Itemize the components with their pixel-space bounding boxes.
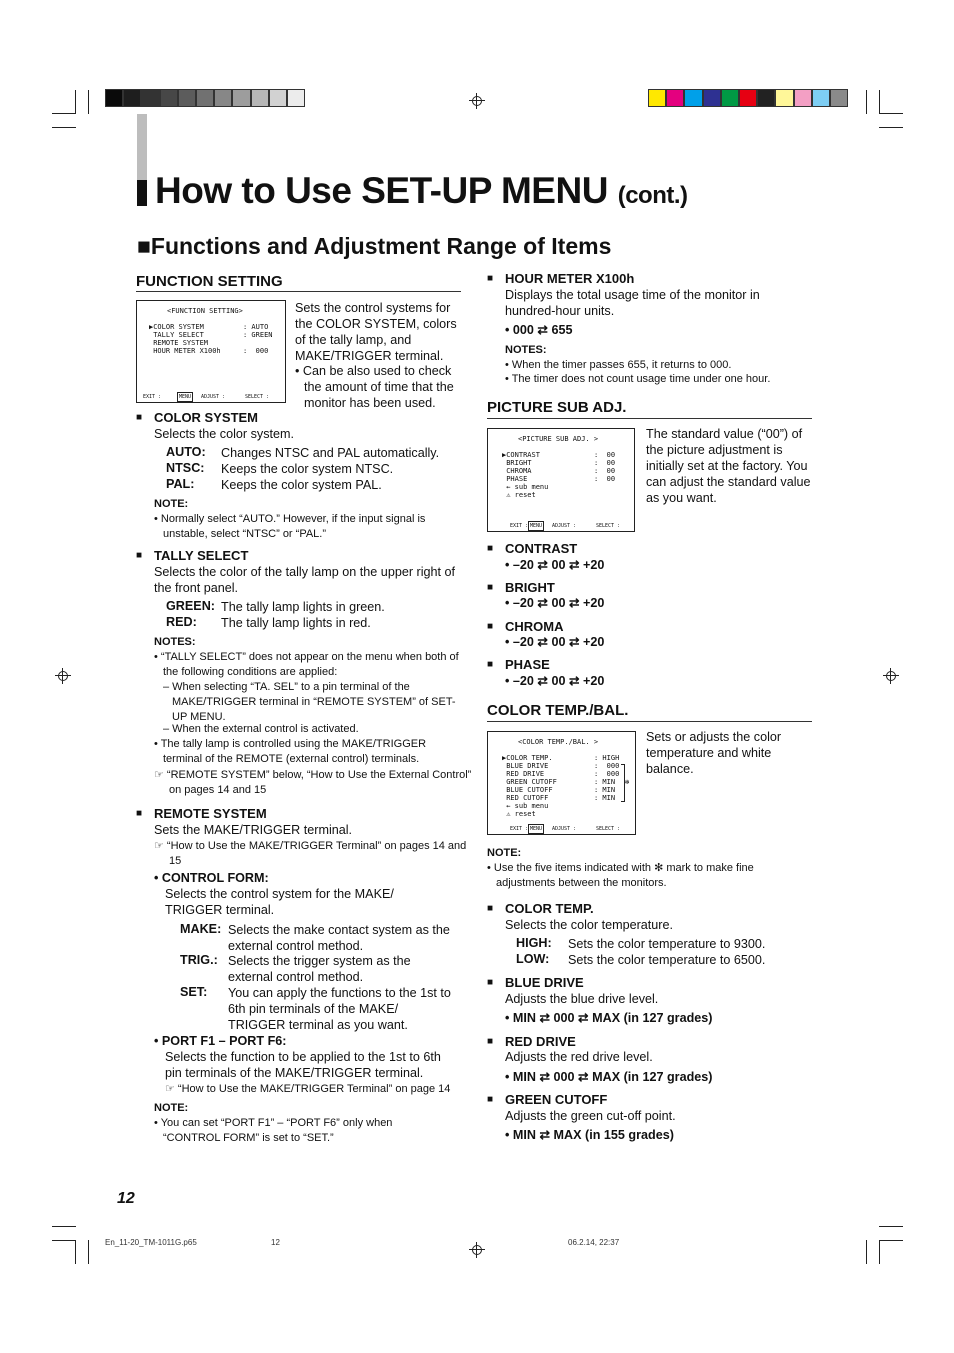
- screen-value: : 000: [594, 770, 620, 778]
- registration-target-icon: [469, 93, 485, 109]
- color-temp-bal-desc: Sets or adjusts the color temperature and white balance.: [646, 730, 782, 776]
- crop-mark: [879, 1240, 880, 1264]
- color-system-title: ■ COLOR SYSTEM: [154, 410, 258, 425]
- note-text: • When the timer passes 655, it returns to 000.: [505, 359, 732, 371]
- color-swatch: [269, 89, 287, 107]
- function-setting-heading: FUNCTION SETTING: [136, 273, 283, 290]
- note-text: – When selecting “TA. SEL” to a pin terminal of the MAKE/TRIGGER terminal in “REMOTE SYSTEM” of SET-UP MENU.: [163, 681, 456, 723]
- color-swatch: [666, 89, 684, 107]
- chroma-range: • –20 ⇄ 00 ⇄ +20: [505, 635, 605, 649]
- note-label: NOTE:: [487, 847, 522, 859]
- crop-mark: [879, 1226, 903, 1227]
- color-temp-bal-heading: COLOR TEMP./BAL.: [487, 702, 629, 719]
- screen-value: : MIN: [594, 778, 616, 786]
- screen-exit: EXIT :: [510, 826, 529, 832]
- contrast-title: ■ CONTRAST: [505, 541, 577, 556]
- color-swatch: [794, 89, 812, 107]
- divider: [487, 418, 812, 419]
- color-swatch: [160, 89, 178, 107]
- option-value: Selects the make contact system as the external control method.: [228, 923, 450, 953]
- crop-mark: [52, 1226, 76, 1227]
- registration-target-icon: [55, 668, 71, 684]
- option-value: Keeps the color system NTSC.: [221, 462, 394, 476]
- function-setting-screen: [136, 300, 286, 403]
- star-icon: ✻: [625, 778, 630, 786]
- remote-system-desc: Sets the MAKE/TRIGGER terminal.: [154, 823, 353, 837]
- tally-select-title: ■ TALLY SELECT: [154, 548, 248, 563]
- red-drive-range: • MIN ⇄ 000 ⇄ MAX (in 127 grades): [505, 1070, 713, 1084]
- option-key: TRIG.:: [180, 953, 218, 967]
- crop-mark: [879, 113, 903, 114]
- remote-system-title: ■ REMOTE SYSTEM: [154, 806, 267, 821]
- screen-title: <FUNCTION SETTING>: [167, 307, 243, 315]
- screen-title: <PICTURE SUB ADJ. >: [518, 435, 599, 443]
- option-value: You can apply the functions to the 1st to 6th pin terminals of the MAKE/ TRIGGER terminal as you want.: [228, 986, 451, 1032]
- color-swatch: [196, 89, 214, 107]
- color-swatch: [757, 89, 775, 107]
- crop-mark: [879, 127, 903, 128]
- color-swatch: [105, 89, 123, 107]
- screen-row: ▶COLOR SYSTEM: [149, 323, 204, 331]
- crop-mark: [88, 90, 89, 114]
- option-key: SET:: [180, 985, 208, 999]
- color-swatch: [703, 89, 721, 107]
- color-swatch: [214, 89, 232, 107]
- color-swatch: [684, 89, 702, 107]
- blue-drive-desc: Adjusts the blue drive level.: [505, 992, 659, 1006]
- color-temp-title: ■ COLOR TEMP.: [505, 901, 594, 916]
- screen-select: SELECT :: [596, 523, 621, 529]
- color-swatch: [232, 89, 250, 107]
- hour-meter-desc: Displays the total usage time of the monitor in hundred-hour units.: [505, 288, 760, 318]
- green-cutoff-range: • MIN ⇄ MAX (in 155 grades): [505, 1128, 674, 1142]
- note-text: • Use the five items indicated with ✻ mark to make fine adjustments between the monitors.: [487, 862, 754, 889]
- footer-file: En_11-20_TM-1011G.p65: [105, 1238, 197, 1247]
- page-title-cont: (cont.): [617, 182, 688, 209]
- screen-row: ⚠ reset: [502, 810, 536, 818]
- port-ref: ☞ “How to Use the MAKE/TRIGGER Terminal” on page 14: [165, 1083, 451, 1095]
- option-value: Sets the color temperature to 9300.: [568, 937, 766, 951]
- crop-mark: [866, 1240, 867, 1264]
- contrast-range: • –20 ⇄ 00 ⇄ +20: [505, 558, 605, 572]
- option-key: MAKE:: [180, 922, 222, 936]
- screen-select: SELECT :: [596, 826, 621, 832]
- option-value: The tally lamp lights in red.: [221, 616, 371, 630]
- hour-meter-range: • 000 ⇄ 655: [505, 323, 573, 337]
- screen-row: TALLY SELECT: [149, 331, 204, 339]
- screen-value: : AUTO: [243, 323, 269, 331]
- option-value: Keeps the color system PAL.: [221, 478, 382, 492]
- option-key: AUTO:: [166, 445, 206, 459]
- screen-row: ← sub menu: [502, 802, 549, 810]
- notes-label: NOTES:: [154, 636, 196, 648]
- screen-value: : MIN: [594, 786, 616, 794]
- screen-row: ← sub menu: [502, 483, 549, 491]
- option-key: PAL:: [166, 477, 195, 491]
- registration-target-icon: [883, 668, 899, 684]
- blue-drive-title: ■ BLUE DRIVE: [505, 975, 584, 990]
- option-key: HIGH:: [516, 936, 552, 950]
- function-setting-bullet: • Can be also used to check the amount of time that the monitor has been used.: [295, 364, 454, 410]
- screen-value: : 000: [594, 762, 620, 770]
- screen-adjust: ADJUST :: [201, 394, 226, 400]
- color-swatch: [251, 89, 269, 107]
- screen-value: : 00: [594, 475, 616, 483]
- note-text: • “TALLY SELECT” does not appear on the menu when both of the following conditions are applied:: [154, 651, 459, 678]
- page-title: [155, 170, 688, 212]
- color-swatch: [141, 89, 159, 107]
- title-marker: [137, 180, 147, 206]
- color-swatch: [123, 89, 141, 107]
- picture-sub-desc: The standard value (“00”) of the picture adjustment is initially set at the factory. You can adjust the standard value as you want.: [646, 427, 811, 505]
- section-heading-text: Functions and Adjustment Range of Items: [150, 233, 612, 259]
- screen-menu-key: MENU: [179, 394, 192, 400]
- red-drive-desc: Adjusts the red drive level.: [505, 1050, 653, 1064]
- control-form-title: • CONTROL FORM:: [154, 871, 269, 885]
- blue-drive-range: • MIN ⇄ 000 ⇄ MAX (in 127 grades): [505, 1011, 713, 1025]
- function-setting-desc: Sets the control systems for the COLOR SYSTEM, colors of the tally lamp, and MAKE/TRIGGER terminal.: [295, 301, 457, 363]
- color-swatch: [287, 89, 305, 107]
- option-value: Sets the color temperature to 6500.: [568, 953, 766, 967]
- green-cutoff-title: ■ GREEN CUTOFF: [505, 1092, 607, 1107]
- divider: [487, 721, 812, 722]
- screen-exit: EXIT :: [143, 394, 162, 400]
- option-value: Changes NTSC and PAL automatically.: [221, 446, 440, 460]
- screen-row: RED DRIVE: [502, 770, 545, 778]
- color-swatch: [648, 89, 666, 107]
- port-desc: Selects the function to be applied to the 1st to 6th pin terminals of the MAKE/TRIGGER terminal.: [165, 1050, 441, 1080]
- screen-adjust: ADJUST :: [552, 523, 577, 529]
- screen-value: : GREEN: [243, 331, 273, 339]
- screen-row: ▶CONTRAST: [502, 451, 540, 459]
- note-text: – When the external control is activated.: [163, 723, 359, 735]
- phase-title: ■ PHASE: [505, 657, 550, 672]
- red-drive-title: ■ RED DRIVE: [505, 1034, 576, 1049]
- crop-mark: [75, 90, 76, 114]
- color-temp-desc: Selects the color temperature.: [505, 918, 673, 932]
- option-value: The tally lamp lights in green.: [221, 600, 385, 614]
- note-text: • Normally select “AUTO.” However, if the input signal is unstable, select “NTSC” or “PAL.”: [154, 513, 426, 540]
- screen-row: REMOTE SYSTEM: [149, 339, 209, 347]
- crop-mark: [88, 1240, 89, 1264]
- note-text: • The tally lamp is controlled using the MAKE/TRIGGER terminal of the REMOTE (external control) terminals.: [154, 738, 427, 765]
- screen-menu-key: MENU: [530, 523, 543, 529]
- picture-sub-screen: [487, 428, 635, 532]
- screen-value: : HIGH: [594, 754, 620, 762]
- section-heading: ■Functions and Adjustment Range of Items: [137, 233, 612, 259]
- screen-value: : 000: [243, 347, 269, 355]
- screen-row: PHASE: [502, 475, 528, 483]
- tally-select-desc: Selects the color of the tally lamp on the upper right of the front panel.: [154, 565, 456, 595]
- bright-title: ■ BRIGHT: [505, 580, 555, 595]
- picture-sub-heading: PICTURE SUB ADJ.: [487, 399, 627, 416]
- color-swatch: [178, 89, 196, 107]
- option-value: Selects the trigger system as the external control method.: [228, 954, 411, 984]
- port-title: • PORT F1 – PORT F6:: [154, 1034, 287, 1048]
- remote-system-ref: ☞ “How to Use the MAKE/TRIGGER Terminal” on pages 14 and 15: [154, 840, 467, 867]
- bright-range: • –20 ⇄ 00 ⇄ +20: [505, 596, 605, 610]
- screen-row: GREEN CUTOFF: [502, 778, 557, 786]
- note-text: • The timer does not count usage time under one hour.: [505, 373, 771, 385]
- color-swatch: [775, 89, 793, 107]
- footer-date: 06.2.14, 22:37: [568, 1238, 620, 1247]
- option-key: RED:: [166, 615, 197, 629]
- crop-mark: [52, 113, 76, 114]
- phase-range: • –20 ⇄ 00 ⇄ +20: [505, 674, 605, 688]
- screen-row: ⚠ reset: [502, 491, 536, 499]
- crop-mark: [75, 1240, 76, 1264]
- note-label: NOTE:: [154, 1102, 189, 1114]
- control-form-desc: Selects the control system for the MAKE/ TRIGGER terminal.: [165, 887, 394, 917]
- screen-value: : 00: [594, 467, 616, 475]
- crop-mark: [52, 1240, 76, 1241]
- registration-target-icon: [469, 1242, 485, 1258]
- screen-title: <COLOR TEMP./BAL. >: [518, 738, 599, 746]
- green-cutoff-desc: Adjusts the green cut-off point.: [505, 1109, 676, 1123]
- note-label: NOTE:: [154, 498, 189, 510]
- color-swatch: [830, 89, 848, 107]
- divider: [136, 291, 461, 292]
- color-temp-screen: [487, 731, 636, 835]
- screen-row: BLUE DRIVE: [502, 762, 549, 770]
- note-ref: ☞ “REMOTE SYSTEM” below, “How to Use the External Control” on pages 14 and 15: [154, 769, 472, 796]
- screen-value: : MIN: [594, 794, 616, 802]
- screen-row: CHROMA: [502, 467, 532, 475]
- color-system-desc: Selects the color system.: [154, 427, 294, 441]
- screen-row: BRIGHT: [502, 459, 532, 467]
- page-title-main: How to Use SET-UP MENU: [155, 170, 608, 211]
- screen-value: : 00: [594, 451, 616, 459]
- screen-row: BLUE CUTOFF: [502, 786, 553, 794]
- page-number: 12: [117, 1190, 135, 1207]
- screen-menu-key: MENU: [530, 826, 543, 832]
- screen-exit: EXIT :: [510, 523, 529, 529]
- crop-mark: [52, 127, 76, 128]
- option-key: NTSC:: [166, 461, 205, 475]
- chroma-title: ■ CHROMA: [505, 619, 564, 634]
- screen-value: : 00: [594, 459, 616, 467]
- color-swatch: [739, 89, 757, 107]
- screen-row: RED CUTOFF: [502, 794, 549, 802]
- crop-mark: [879, 90, 880, 114]
- notes-label: NOTES:: [505, 344, 547, 356]
- crop-mark: [879, 1240, 903, 1241]
- color-swatch: [812, 89, 830, 107]
- screen-adjust: ADJUST :: [552, 826, 577, 832]
- option-key: GREEN:: [166, 599, 215, 613]
- color-swatch: [721, 89, 739, 107]
- screen-select: SELECT :: [245, 394, 270, 400]
- crop-mark: [866, 90, 867, 114]
- option-key: LOW:: [516, 952, 550, 966]
- hour-meter-title: ■ HOUR METER X100h: [505, 271, 634, 286]
- footer-page: 12: [271, 1238, 280, 1247]
- note-text: • You can set “PORT F1” – “PORT F6” only when “CONTROL FORM” is set to “SET.”: [154, 1117, 393, 1144]
- screen-row: HOUR METER X100h: [149, 347, 221, 355]
- screen-row: ▶COLOR TEMP.: [502, 754, 553, 762]
